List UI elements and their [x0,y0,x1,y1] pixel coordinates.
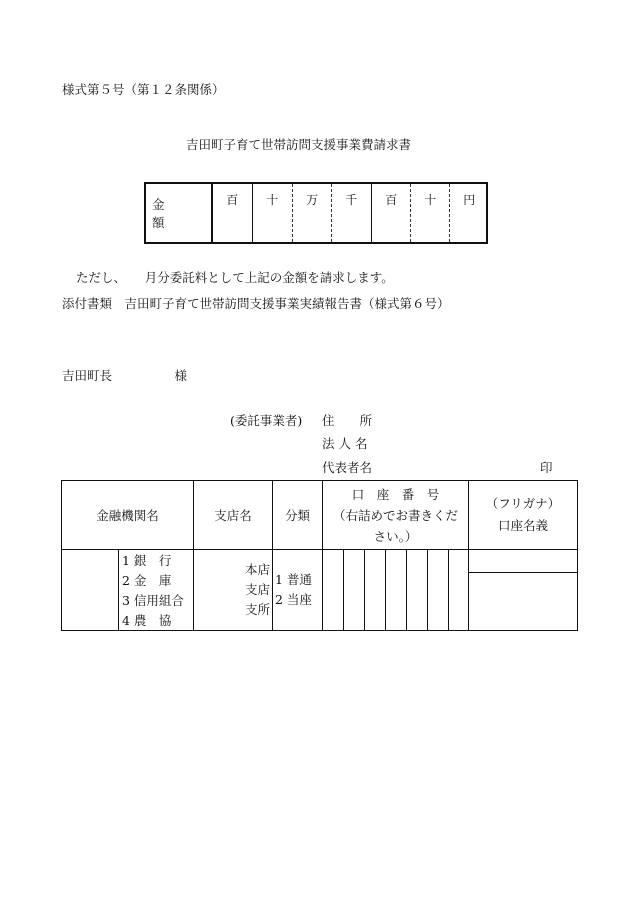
digit-hundred-million[interactable]: 百 [212,184,252,242]
account-header-line2: （右詰めでお書きくだ [332,507,458,523]
account-number-header [323,481,469,550]
digit-ten[interactable]: 十 [410,184,450,242]
institution-header: 金融機関名 [62,481,194,550]
digit-hundred[interactable]: 百 [371,184,411,242]
branch-header: 支店名 [194,481,273,550]
type-header: 分類 [273,481,323,550]
address-label: 住 所 [322,413,373,428]
corporation-name-label: 法 人 名 [322,436,368,451]
branch-option-main[interactable]: 本店 [244,562,270,577]
account-header-line3: さい。） [373,528,418,544]
seal-mark: 印 [540,460,553,475]
institution-cell[interactable] [62,550,194,631]
institution-option-agri-coop[interactable]: 4 農 協 [122,613,172,628]
amount-box [144,182,488,244]
branch-option-sub[interactable]: 支所 [244,602,270,617]
bank-account-table [61,480,578,631]
contractor-prefix: (委託事業者) [230,413,303,428]
account-number-cell[interactable] [323,550,469,631]
holder-header [469,481,578,550]
institution-option-credit-union[interactable]: 3 信用組合 [122,593,184,608]
digit-yen[interactable]: 円 [449,184,489,242]
institution-option-bank[interactable]: 1 銀 行 [122,553,172,568]
account-header-line1: 口 座 番 号 [351,486,440,502]
representative-label: 代表者名 [322,460,373,475]
institution-options [122,551,184,631]
holder-cell[interactable] [469,550,578,631]
type-option-current[interactable]: 2 当座 [275,592,312,607]
holder-kana-divider [469,572,577,573]
digit-thousand[interactable]: 千 [331,184,371,242]
holder-name-header: 口座名義 [497,518,548,533]
request-text: ただし、 月分委託料として上記の金額を請求します。 [76,270,394,285]
amount-label: 金 額 [146,184,212,242]
bank-table-header-row [62,481,578,550]
bank-table-entry-row [62,550,578,631]
attachment-text: 添付書類 吉田町子育て世帯訪問支援事業実績報告書（様式第６号） [62,296,450,311]
branch-cell[interactable] [194,550,273,631]
type-cell[interactable] [273,550,323,631]
addressee: 吉田町長 様 [62,368,188,383]
form-number: 様式第５号（第１２条関係） [62,82,225,97]
kana-header: （フリガナ） [485,496,561,511]
digit-ten-million[interactable]: 十 [252,184,292,242]
digit-ten-thousand[interactable]: 万 [292,184,332,242]
page-title: 吉田町子育て世帯訪問支援事業費請求書 [186,137,412,152]
type-option-ordinary[interactable]: 1 普通 [275,572,312,587]
institution-option-shinkin[interactable]: 2 金 庫 [122,573,172,588]
branch-option-branch[interactable]: 支店 [244,582,270,597]
